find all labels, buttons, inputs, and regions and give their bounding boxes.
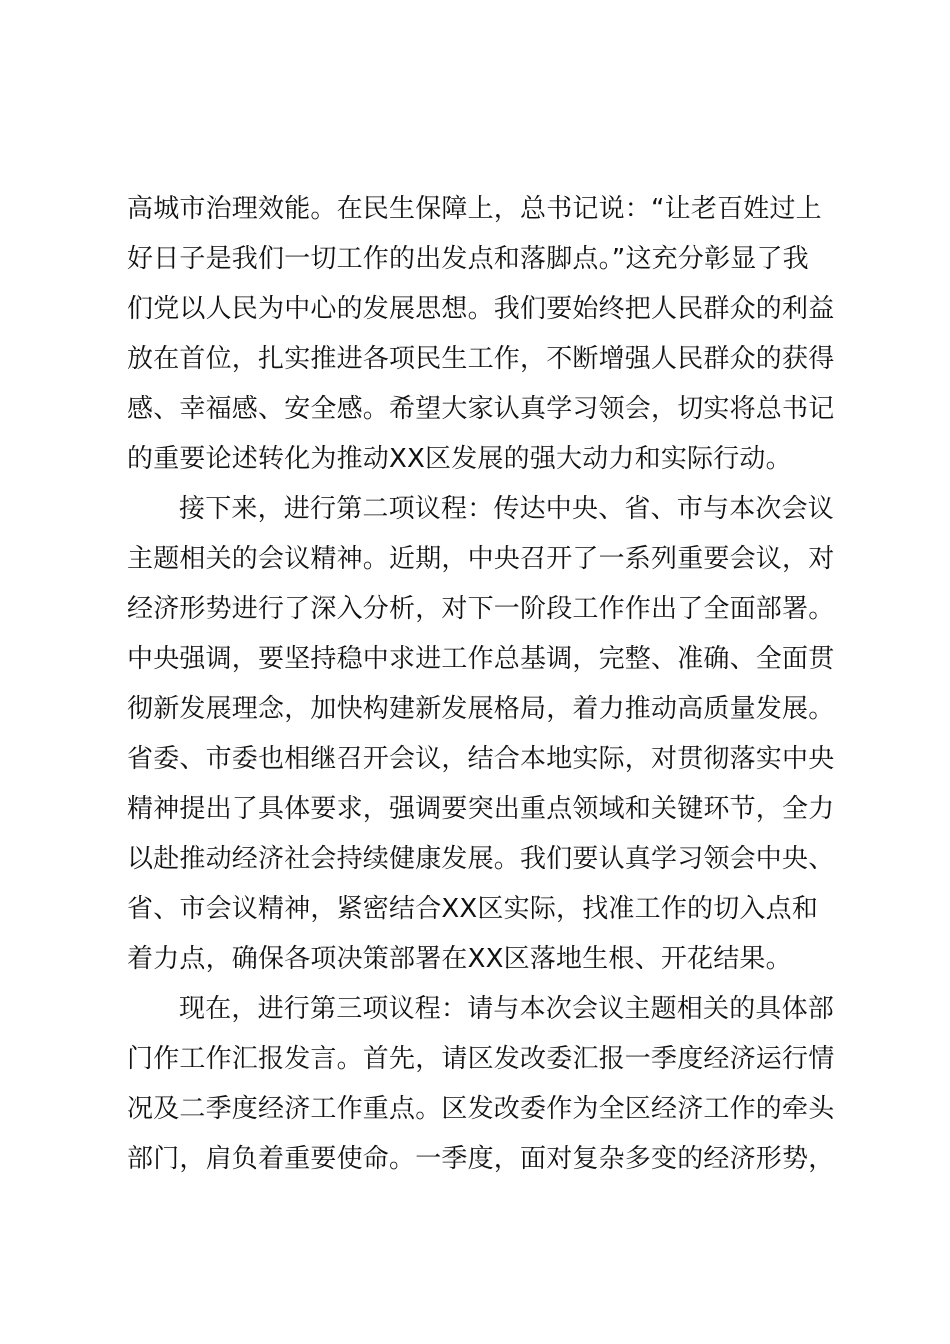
paragraph-line: 经济形势进行了深入分析，对下一阶段工作作出了全面部署。: [127, 594, 835, 624]
paragraph-1: [127, 184, 847, 484]
paragraph-3: [127, 984, 847, 1184]
paragraph-line: 放在首位，扎实推进各项民生工作，不断增强人民群众的获得: [127, 344, 835, 374]
paragraph-line: 省、市会议精神，紧密结合XX区实际，找准工作的切入点和: [127, 894, 819, 924]
paragraph-line: 好日子是我们一切工作的出发点和落脚点。”这充分彰显了我: [127, 244, 809, 274]
paragraph-2: [127, 484, 847, 984]
paragraph-line: 彻新发展理念，加快构建新发展格局，着力推动高质量发展。: [127, 694, 835, 724]
paragraph-line: 着力点，确保各项决策部署在XX区落地生根、开花结果。: [127, 944, 792, 974]
paragraph-line: 精神提出了具体要求，强调要突出重点领域和关键环节，全力: [127, 794, 835, 824]
paragraph-line: 的重要论述转化为推动XX区发展的强大动力和实际行动。: [127, 444, 792, 474]
document-body: [127, 184, 847, 1184]
paragraph-line: 感、幸福感、安全感。希望大家认真学习领会，切实将总书记: [127, 394, 835, 424]
paragraph-line: 门作工作汇报发言。首先，请区发改委汇报一季度经济运行情: [127, 1044, 835, 1074]
paragraph-line: 主题相关的会议精神。近期，中央召开了一系列重要会议，对: [127, 544, 835, 574]
paragraph-first-line: 接下来，进行第二项议程：传达中央、省、市与本次会议: [179, 494, 835, 524]
paragraph-line: 高城市治理效能。在民生保障上，总书记说：“让老百姓过上: [127, 194, 822, 224]
paragraph-line: 中央强调，要坚持稳中求进工作总基调，完整、准确、全面贯: [127, 644, 835, 674]
paragraph-first-line: 现在，进行第三项议程：请与本次会议主题相关的具体部: [179, 994, 835, 1024]
paragraph-line: 以赴推动经济社会持续健康发展。我们要认真学习领会中央、: [127, 844, 835, 874]
paragraph-line: 们党以人民为中心的发展思想。我们要始终把人民群众的利益: [127, 294, 835, 324]
paragraph-line: 况及二季度经济工作重点。区发改委作为全区经济工作的牵头: [127, 1094, 835, 1124]
paragraph-line: 省委、市委也相继召开会议，结合本地实际，对贯彻落实中央: [127, 744, 835, 774]
paragraph-line: 部门，肩负着重要使命。一季度，面对复杂多变的经济形势，: [127, 1144, 835, 1174]
